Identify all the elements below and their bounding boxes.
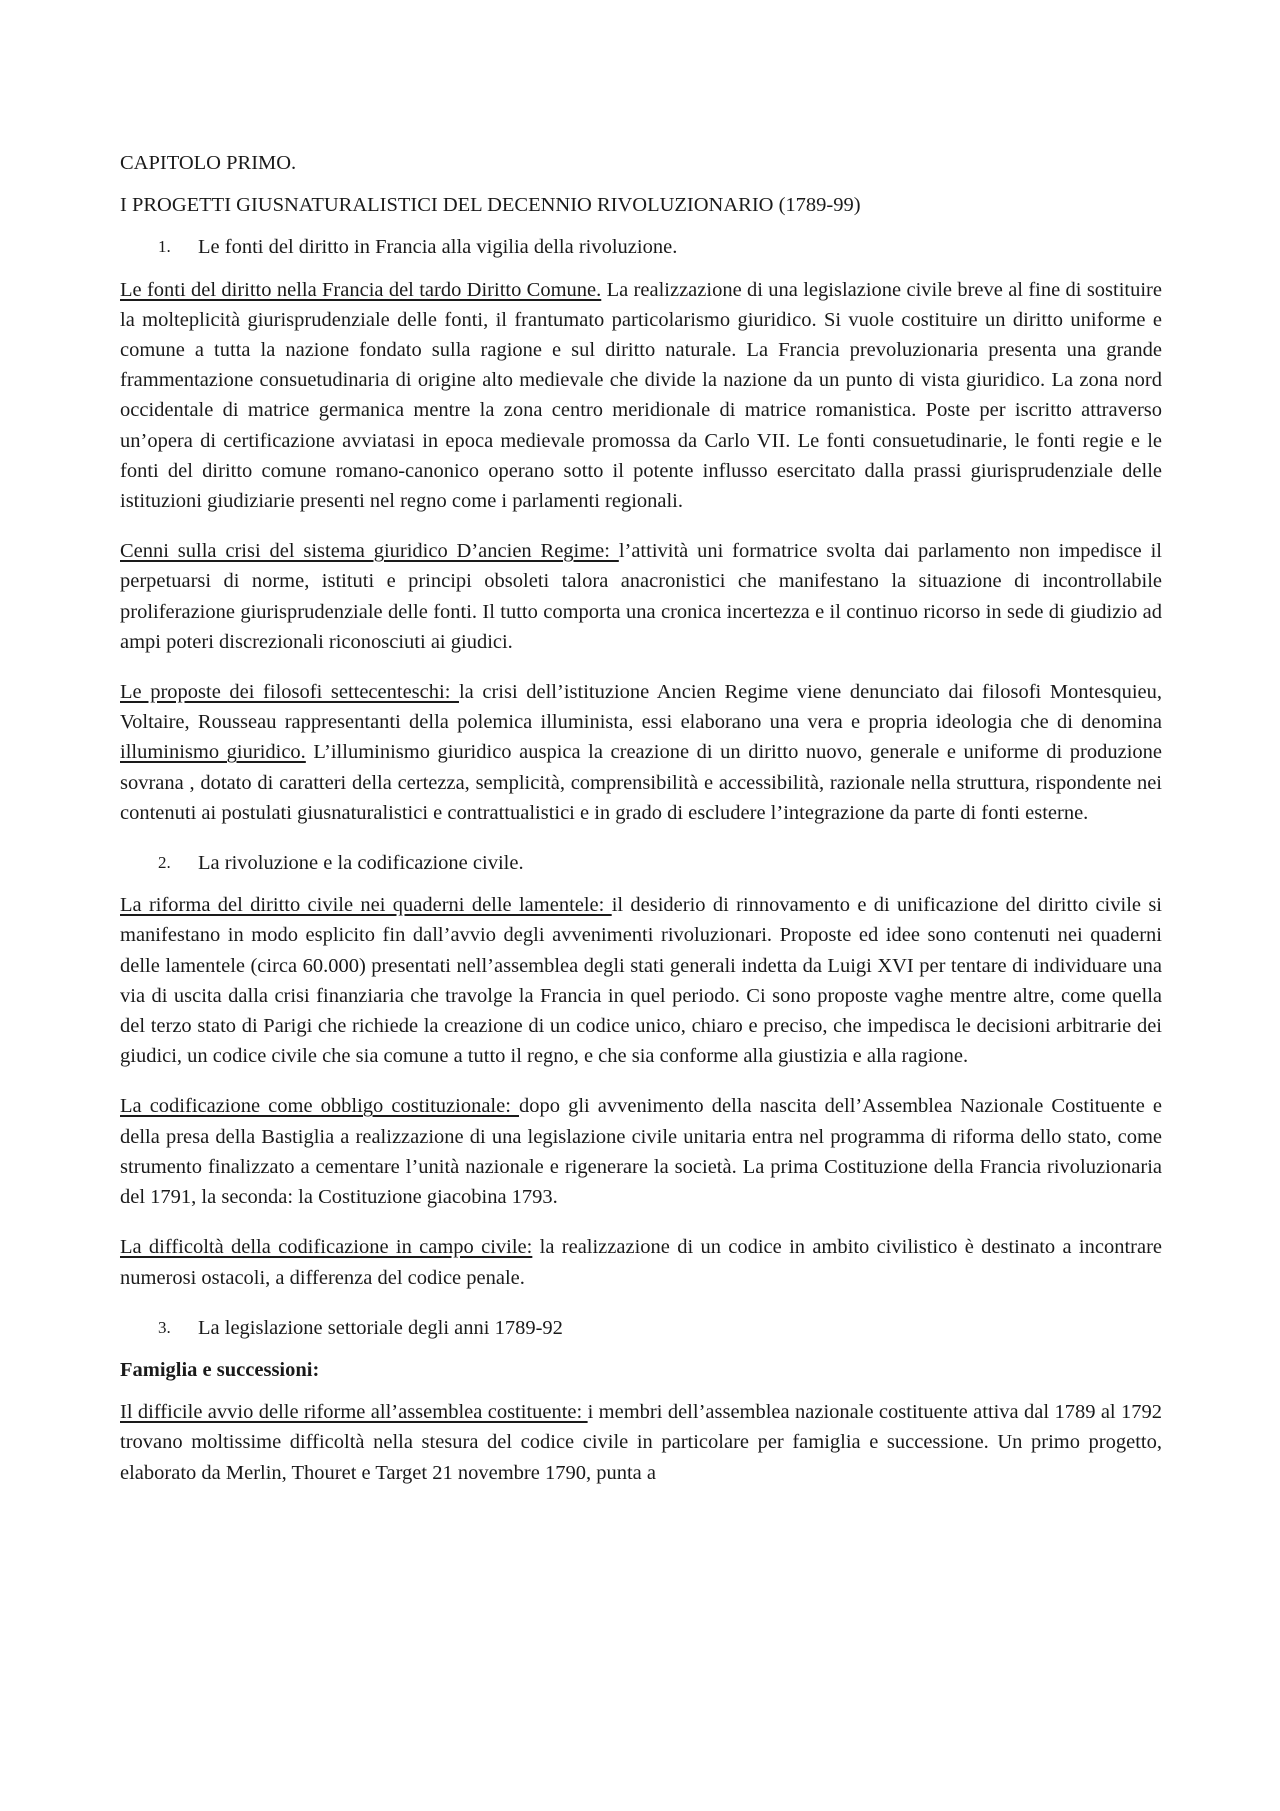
paragraph-obbligo-costituzionale	[120, 1091, 1162, 1212]
paragraph-text: dopo gli avvenimento della nascita dell’Assemblea Nazionale Costituente e della presa della Bastiglia a realizzazione di una legislazione civile unitaria entra nel programma di riforma dello stato, come strumento finalizzato a cementare l’unità nazionale e rigenerare la società. La prima Costituzione della Francia rivoluzionaria del 1791, la seconda: la Costituzione giacobina 1793.	[120, 1095, 1162, 1209]
paragraph-lead: La difficoltà della codificazione in campo civile:	[120, 1236, 533, 1259]
section-number: 1.	[158, 237, 171, 257]
paragraph-difficolta-codificazione	[120, 1232, 1162, 1292]
paragraph-text: il desiderio di rinnovamento e di unificazione del diritto civile si manifestano in modo esplicito fin dall’avvio degli avvenimenti rivoluzionari. Proposte ed idee sono contenuti nei quaderni delle lamentele (circa 60.000) presentati nell’assemblea degli stati generali indetta da Luigi XVI per tentare di individuare una via di uscita dalla crisi finanziaria che travolge la Francia in quel periodo. Ci sono proposte vaghe mentre altre, come quella del terzo stato di Parigi che richiede la creazione di un codice unico, chiaro e preciso, che impedisca le decisioni arbitrarie dei giudici, un codice civile che sia comune a tutto il regno, e che sia conforme alla giustizia e alla ragione.	[120, 894, 1162, 1068]
paragraph-lead: La riforma del diritto civile nei quaderni delle lamentele:	[120, 894, 612, 917]
paragraph-lead: Cenni sulla crisi del sistema giuridico D’ancien Regime:	[120, 540, 619, 563]
paragraph-text: L’illuminismo giuridico auspica la creazione di un diritto nuovo, generale e uniforme di produzione sovrana , dotato di caratteri della certezza, semplicità, comprensibilità e accessibilità, razionale nella struttura, rispondente nei contenuti ai postulati giusnaturalistici e contrattualistici e in grado di escludere l’integrazione da parte di fonti esterne.	[120, 741, 1162, 824]
paragraph-proposte-filosofi	[120, 677, 1162, 828]
paragraph-lead: Le fonti del diritto nella Francia del tardo Diritto Comune.	[120, 278, 602, 301]
paragraph-text: l’attività uni formatrice svolta dai parlamento non impedisce il perpetuarsi di norme, istituti e principi obsoleti talora anacronistici che manifestano la situazione di incontrollabile proliferazione giurisprudenziale delle fonti. Il tutto comporta una cronica incertezza e il continuo ricorso in sede di giudizio ad ampi poteri discrezionali riconosciuti ai giudici.	[120, 540, 1162, 653]
paragraph-text: La realizzazione di una legislazione civile breve al fine di sostituire la molteplicità giurisprudenziale delle fonti, il frantumato particolarismo giuridico. Si vuole costituire un diritto uniforme e comune a tutta la nazione fondato sulla ragione e sul diritto naturale. La Francia prevoluzionaria presenta una grande frammentazione consuetudinaria di origine alto medievale che divide la nazione da un punto di vista giuridico. La zona nord occidentale di matrice germanica mentre la zona centro meridionale di matrice romanistica. Poste per iscritto attraverso un’opera di certificazione avviatasi in epoca medievale promossa da Carlo VII. Le fonti consuetudinarie, le fonti regie e le fonti del diritto comune romano-canonico operano sotto il potente influsso esercitato dalla prassi giurisprudenziale delle istituzioni giudiziarie presenti nel regno come i parlamenti regionali.	[120, 278, 1162, 513]
paragraph-text: la realizzazione di un codice in ambito civilistico è destinato a incontrare numerosi ostacoli, a differenza del codice penale.	[120, 1236, 1162, 1289]
chapter-title: I PROGETTI GIUSNATURALISTICI DEL DECENNIO RIVOLUZIONARIO (1789-99)	[120, 194, 861, 217]
paragraph-lead: Le proposte dei filosofi settecenteschi:	[120, 681, 459, 704]
subheading-famiglia: Famiglia e successioni:	[120, 1358, 320, 1381]
paragraph-text: la crisi dell’istituzione Ancien Regime viene denunciato dai filosofi Montesquieu, Voltaire, Rousseau rappresentanti della polemica illuminista, essi elaborano una vera e propria ideologia che di denomina	[120, 681, 1162, 734]
paragraph-fonti-diritto	[120, 275, 1162, 517]
section-title: La rivoluzione e la codificazione civile.	[198, 852, 524, 875]
section-title: La legislazione settoriale degli anni 1789-92	[198, 1316, 563, 1339]
paragraph-lead: Il difficile avvio delle riforme all’assemblea costituente:	[120, 1401, 588, 1424]
paragraph-lead: La codificazione come obbligo costituzionale:	[120, 1095, 519, 1118]
section-heading-2	[158, 848, 1162, 878]
paragraph-text: i membri dell’assemblea nazionale costituente attiva dal 1789 al 1792 trovano moltissime difficoltà nella stesura del codice civile in particolare per famiglia e successione. Un primo progetto, elaborato da Merlin, Thouret e Target 21 novembre 1790, punta a	[120, 1401, 1163, 1484]
section-title: Le fonti del diritto in Francia alla vigilia della rivoluzione.	[198, 236, 678, 259]
document-page	[120, 148, 1162, 1488]
paragraph-avvio-riforme	[120, 1397, 1162, 1488]
section-heading-3	[158, 1313, 1162, 1343]
section-heading-1	[158, 232, 1162, 262]
section-number: 3.	[158, 1317, 171, 1337]
paragraph-riforma-diritto-civile	[120, 890, 1162, 1071]
section-number: 2.	[158, 853, 171, 873]
underlined-term: illuminismo giuridico.	[120, 741, 306, 764]
chapter-label: CAPITOLO PRIMO.	[120, 152, 297, 174]
paragraph-crisi-sistema	[120, 536, 1162, 657]
